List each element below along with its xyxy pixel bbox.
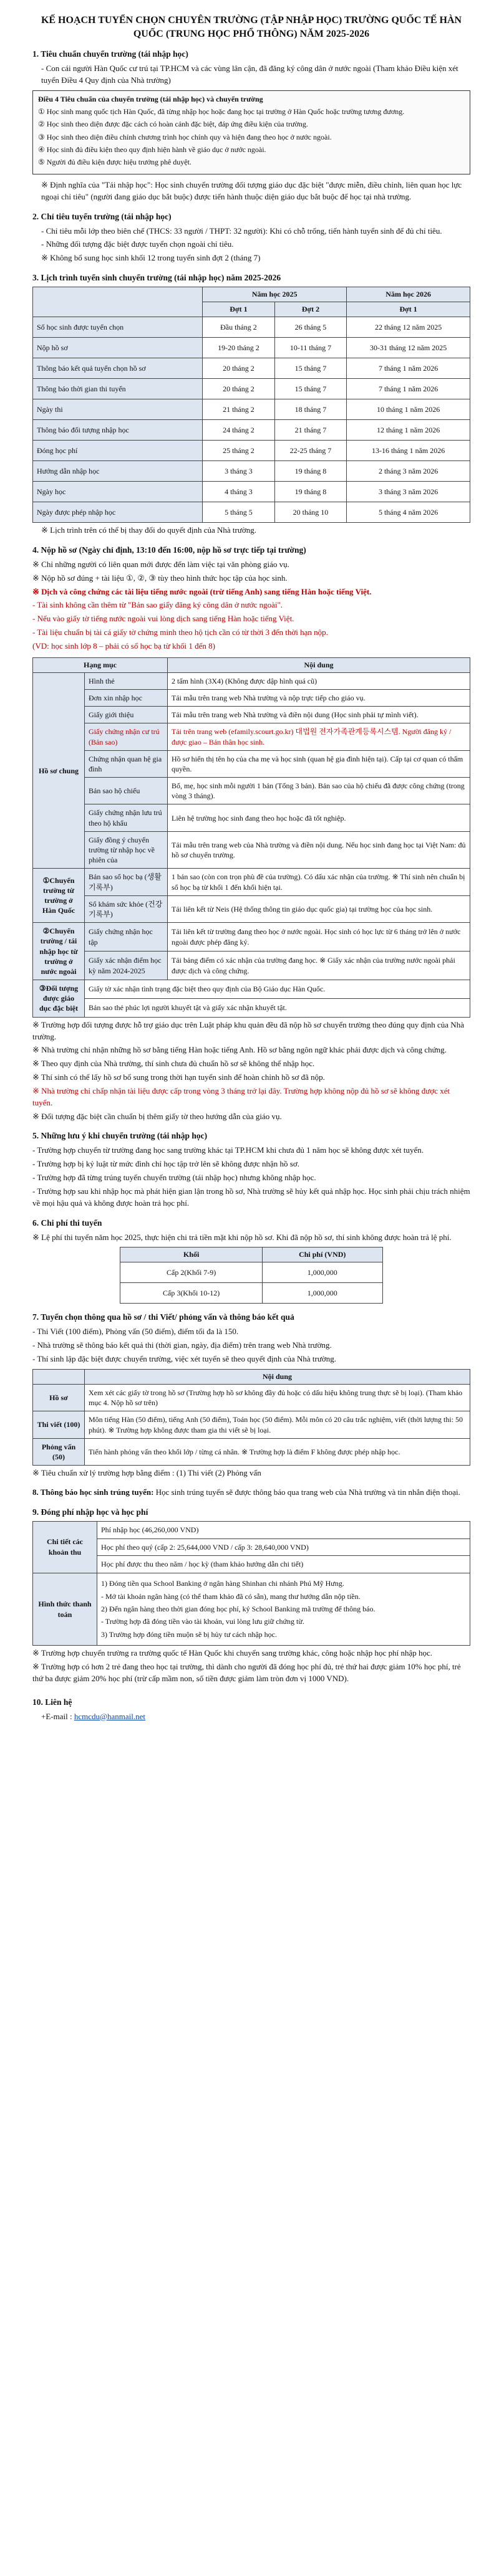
schedule-sub-round1: Đợt 1 [203, 302, 275, 317]
email-link[interactable]: hcmcdu@hanmail.net [74, 1711, 145, 1721]
s6-line: ※ Lệ phí thi tuyển năm học 2025, thực hiện chi trả tiền mặt khi nộp hồ sơ. Khi đã nộp hồ sơ, thí sinh không được hoàn trả lệ phí. [32, 1232, 452, 1242]
section-4-heading: 4. Nộp hồ sơ (Ngày chỉ định, 13:10 đến 16:00, nộp hồ sơ trực tiếp tại trường) [32, 545, 306, 555]
table-row: Hình thức thanh toán 1) Đóng tiền qua School Banking ở ngân hàng Shinhan chi nhánh Phú Mỹ Hưng. - Mở tài khoản ngân hàng (có thể tham khảo đã có sẵn), mang thư hướng dẫn nộp tiền. 2) Đến ngân hàng theo thời gian đóng học phí, ký School Banking mã trường để thông báo. - Trường hợp đã đóng tiền vào tài khoản, vui lòng lưu giữ chứng từ. 3) Trường hợp đóng tiền muộn sẽ bị hủy tư cách nhập học. [33, 1573, 470, 1646]
s1-item: - Con cái người Hàn Quốc cư trú tại TP.HCM và các vùng lân cận, đã đăng ký công dân ở nước ngoài (Tham khảo Điều kiện xét tuyển Điều 4 Quy định của Nhà trường) [41, 64, 458, 85]
s4-line: - Tài liệu chuẩn bị tài cá giấy tờ chứng minh theo hộ tịch cần có từ thời 3 đến thời hạn nộp. [32, 627, 328, 637]
s1-rule: ② Học sinh theo diện được đặc cách có hoàn cảnh đặc biệt, đáp ứng điều kiện của trường. [38, 120, 308, 129]
s5-line: - Trường hợp đã từng trúng tuyển chuyển trường (tái nhập học) nhưng không nhập học. [32, 1173, 316, 1183]
table-row: Học phí theo quý (cấp 2: 25,644,000 VND / cấp 3: 28,640,000 VND) [33, 1538, 470, 1556]
table-row: Chứng nhận quan hệ gia đình Hồ sơ hiển thị tên họ của cha mẹ và học sinh (quan hệ gia đình hiện tại). Cấp tại cơ quan có thẩm quyền. [33, 750, 470, 777]
table-row: Sổ khám sức khỏe (건강기록부) Tải liên kết từ Neis (Hệ thống thông tin giáo dục quốc gia) tại trường học của học sinh. [33, 895, 470, 922]
table-row: Học phí được thu theo năm / học kỳ (tham khảo hướng dẫn chi tiết) [33, 1556, 470, 1573]
table-row: Cấp 3(Khối 10-12) 1,000,000 [120, 1283, 382, 1304]
table-row: Giấy đồng ý chuyển trường từ nhập học về phiên của Tải mẫu trên trang web của Nhà trường và điền nội dung. Nếu học sinh đang học tại Việt Nam: đủ hồ sơ chuyển trường. [33, 831, 470, 869]
table-row: Bản sao hộ chiếu Bố, mẹ, học sinh mỗi người 1 bản (Tổng 3 bản). Bản sao của hộ chiếu đã được công chứng (trong vòng 3 tháng). [33, 778, 470, 804]
table-row: Hồ sơ chung Hình thẻ 2 tấm hình (3X4) (Không được dập hình quá cũ) [33, 672, 470, 689]
s1-rules-box [32, 90, 470, 174]
table-row: Nộp hồ sơ 19-20 tháng 2 10-11 tháng 7 30-31 tháng 12 năm 2025 [33, 338, 470, 358]
table-row: ①Chuyển trường từ trường ở Hàn Quốc Bản sao sổ học bạ (생활기록부) 1 bản sao (còn con trọn phù đề của trường). Có dấu xác nhận của trường. ※ Thí sinh nên chuẩn bị sổ học bạ từ khối 1 đến khối hiện tại. [33, 869, 470, 895]
table-row: Hướng dẫn nhập học 3 tháng 3 19 tháng 8 2 tháng 3 năm 2026 [33, 461, 470, 482]
section-8-heading: 8. Thông báo học sinh trúng tuyển: [32, 1487, 154, 1497]
docs-group-korea: ①Chuyển trường từ trường ở Hàn Quốc [33, 869, 85, 923]
s4-line: (VD: học sinh lớp 8 – phải có sổ học bạ từ khối 1 đến 8) [32, 641, 216, 651]
docs-col-category: Hạng mục [33, 657, 168, 672]
email-label: +E-mail : [41, 1711, 74, 1721]
table-row: Bản sao thẻ phúc lợi người khuyết tật và giấy xác nhận khuyết tật. [33, 998, 470, 1017]
section-9-heading: 9. Đóng phí nhập học và học phí [32, 1507, 148, 1517]
table-row: Thông báo kết quả tuyển chọn hồ sơ 20 tháng 2 15 tháng 7 7 tháng 1 năm 2026 [33, 358, 470, 379]
section-8 [32, 1487, 470, 1499]
s1-rules-title: Điều 4 Tiêu chuẩn của chuyển trường (tái nhập học) và chuyển trường [38, 94, 263, 103]
table-row: Giấy chứng nhận lưu trú theo hộ khẩu Liên hệ trường học sinh đang theo học hoặc đã tốt nghiệp. [33, 804, 470, 831]
s1-rule: ⑤ Người đủ điều kiện được hiệu trưởng phê duyệt. [38, 158, 191, 167]
s1-rule: ① Học sinh mang quốc tịch Hàn Quốc, đã từng nhập học hoặc đang học tại trường ở Hàn Quốc hoặc trường tương đương. [38, 107, 405, 116]
schedule-corner [33, 287, 203, 317]
contact-line [32, 1711, 470, 1723]
table-row: Ngày học 4 tháng 3 19 tháng 8 3 tháng 3 năm 2026 [33, 482, 470, 502]
section-3-heading: 3. Lịch trình tuyển sinh chuyển trường (tái nhập học) năm 2025-2026 [32, 273, 281, 283]
docs-group-abroad: ②Chuyển trường / tái nhập học từ trường ở nước ngoài [33, 923, 85, 980]
schedule-col-2025: Năm học 2025 [203, 287, 347, 302]
schedule-sub-round1-2026: Đợt 1 [347, 302, 470, 317]
table-row: Hồ sơ Xem xét các giấy tờ trong hồ sơ (Trường hợp hồ sơ không đầy đủ hoặc có dấu hiệu không trung thực sẽ bị loại). (Tham khảo mục 4. Nộp hồ sơ trên) [33, 1385, 470, 1411]
schedule-sub-round2: Đợt 2 [274, 302, 347, 317]
docs-group-common: Hồ sơ chung [33, 672, 85, 869]
table-row: Chi tiết các khoản thu Phí nhập học (46,260,000 VND) [33, 1521, 470, 1538]
s2-item: ※ Không bổ sung học sinh khối 12 trong tuyển sinh đợt 2 (tháng 7) [41, 253, 261, 263]
s7-line: - Thí sinh lập đặc biệt được chuyển trường, việc xét tuyển sẽ theo quyết định của Nhà trường. [32, 1354, 337, 1364]
table-row: Ngày được phép nhập học 5 tháng 5 20 tháng 10 5 tháng 4 năm 2026 [33, 502, 470, 523]
s4-after: ※ Trường hợp đối tượng được hỗ trợ giáo dục trên Luật pháp khu quản đều đã nộp hồ sơ chuyển trường theo đúng quy định của Nhà trường. [32, 1019, 464, 1041]
table-row: Giấy xác nhận điểm học kỳ năm 2024-2025 Tải bảng điểm có xác nhận của trường đang học. ※ Giấy xác nhận của trường nước ngoài phải được dịch và công chứng. [33, 952, 470, 980]
s4-line: ※ Chỉ những người có liên quan mới được đến làm việc tại văn phòng giáo vụ. [32, 559, 289, 569]
s4-line: ※ Dịch và công chứng các tài liệu tiếng nước ngoài (trừ tiếng Anh) sang tiếng Hàn hoặc tiếng Việt. [32, 586, 372, 596]
table-row: Thông báo đối tượng nhập học 24 tháng 2 21 tháng 7 12 tháng 1 năm 2026 [33, 420, 470, 441]
s9-after: ※ Trường hợp có hơn 2 trẻ đang theo học tại trường, thì dành cho người đã đóng học phí đủ, trẻ thứ hai được giảm 10% học phí, trẻ thứ ba được giảm 20% học phí (trừ cấp mầm non, số tiền được giảm làm tròn đơn vị 1000 VND). [32, 1662, 461, 1683]
s5-line: - Trường hợp sau khi nhập học mà phát hiện gian lận trong hồ sơ, Nhà trường sẽ hủy kết quả nhập học. Học sinh phải chịu trách nhiệm về mọi hậu quả và không được hoàn trả học phí. [32, 1186, 470, 1208]
table-row: Giấy giới thiệu Tải mẫu trên trang web Nhà trường và điền nội dung (Học sinh phải tự mình viết). [33, 707, 470, 723]
table-row: Cấp 2(Khối 7-9) 1,000,000 [120, 1262, 382, 1283]
s9-after: ※ Trường hợp chuyển trường ra trường quốc tế Hàn Quốc khi chuyển sang trường khác, công hoặc nhập học phí nhập học. [32, 1648, 432, 1658]
fee-table: Khối Chi phí (VND) Cấp 2(Khối 7-9) 1,000,000 Cấp 3(Khối 10-12) 1,000,000 [120, 1247, 382, 1304]
s2-item: - Những đối tượng đặc biệt được tuyển chọn ngoài chỉ tiêu. [41, 239, 234, 249]
table-row: Giấy chứng nhận cư trú (Bản sao) Tải trên trang web (efamily.scourt.go.kr) 대법원 전자가족관계등록시스템. Người đăng ký / được giao – Bản thân học sinh. [33, 723, 470, 750]
s1-rule: ③ Học sinh theo diện điều chỉnh chương trình học chính quy và hiện đang theo học ở nước ngoài. [38, 132, 332, 141]
s2-item: - Chỉ tiêu mỗi lớp theo biên chế (THCS: 33 người / THPT: 32 người): Khi có chỗ trống, tiến hành tuyển sinh để đủ chỉ tiêu. [41, 226, 442, 236]
s1-definition: ※ Định nghĩa của "Tái nhập học": Học sinh chuyển trường đối tượng giáo dục đặc biệt "được miễn, điều chỉnh, liên quan học lực ngoại chỉ tiêu" (người đang giáo dục bắt buộc) được tiến hành thuộc diện giáo dục bắt buộc để học tại nhà trường. [41, 179, 462, 201]
s4-after: ※ Thí sinh có thể lấy hồ sơ bổ sung trong thời hạn tuyển sinh để hoàn chỉnh hồ sơ đã nộp. [32, 1072, 325, 1082]
s7-note: ※ Tiêu chuẩn xử lý trường hợp bằng điểm : (1) Thi viết (2) Phỏng vấn [32, 1468, 261, 1478]
payment-table [32, 1521, 470, 1646]
s5-line: - Trường hợp chuyển từ trường đang học sang trường khác tại TP.HCM khi chưa đủ 1 năm học sẽ không được xét tuyển. [32, 1145, 424, 1155]
s4-after: ※ Theo quy định của Nhà trường, thí sinh chưa đủ chuẩn hồ sơ sẽ không thể nhập học. [32, 1059, 315, 1069]
document-title: KẾ HOẠCH TUYỂN CHỌN CHUYÊN TRƯỜNG (TẬP NHẬP HỌC) TRƯỜNG QUỐC TẾ HÀN QUỐC (TRUNG HỌC PHỔ THÔNG) NĂM 2025-2026 [41, 15, 462, 39]
table-row: Đơn xin nhập học Tải mẫu trên trang web Nhà trường và nộp trực tiếp cho giáo vụ. [33, 689, 470, 706]
s5-line: - Trường hợp bị kỷ luật từ mức đình chỉ học tập trở lên sẽ không được nhận hồ sơ. [32, 1159, 299, 1169]
s4-line: ※ Nộp hồ sơ đúng + tài liệu ①, ②, ③ tùy theo hình thức học tập của học sinh. [32, 573, 288, 583]
section-10-heading: 10. Liên hệ [32, 1697, 72, 1707]
schedule-table [32, 287, 470, 523]
section-6-heading: 6. Chi phí thi tuyển [32, 1218, 102, 1228]
docs-col-content: Nội dung [168, 657, 470, 672]
s3-note: ※ Lịch trình trên có thể bị thay đổi do quyết định của Nhà trường. [41, 525, 257, 535]
s4-line: - Nếu vào giấy tờ tiếng nước ngoài vui lòng dịch sang tiếng Hàn hoặc tiếng Việt. [32, 614, 294, 624]
schedule-col-2026: Năm học 2026 [347, 287, 470, 302]
documents-table [32, 657, 470, 1018]
section-7-heading: 7. Tuyển chọn thông qua hồ sơ / thi Viết/ phỏng vấn và thông báo kết quả [32, 1312, 294, 1322]
s1-rule: ④ Học sinh đủ điều kiện theo quy định hiện hành về giáo dục ở nước ngoài. [38, 145, 266, 155]
section-8-text: Học sinh trúng tuyển sẽ được thông báo qua trang web của Nhà trường và tin nhắn điện thoại. [155, 1487, 460, 1497]
table-row: Số học sinh được tuyển chọn Đầu tháng 2 26 tháng 5 22 tháng 12 năm 2025 [33, 317, 470, 338]
table-row: ③Đối tượng được giáo dục đặc biệt Giấy tờ xác nhận tình trạng đặc biệt theo quy định của Bộ Giáo dục Hàn Quốc. [33, 980, 470, 999]
s4-after: ※ Đối tượng đặc biệt cần chuẩn bị thêm giấy tờ theo hướng dẫn của giáo vụ. [32, 1111, 282, 1121]
docs-group-special: ③Đối tượng được giáo dục đặc biệt [33, 980, 85, 1018]
table-row: Thi viết (100) Môn tiếng Hàn (50 điểm), tiếng Anh (50 điểm), Toán học (50 điểm). Mỗi môn có 20 câu trắc nghiệm, viết (thời lượng thi: 50 phút). ※ Trường hợp không được tham gia thi viết sẽ bị loại. [33, 1411, 470, 1438]
table-row: ②Chuyển trường / tái nhập học từ trường ở nước ngoài Giấy chứng nhận học tập Tải liên kết từ trường đang theo học ở nước ngoài. Học sinh có học lực từ 6 tháng trở lên ở nước ngoài được phép đăng ký. [33, 923, 470, 952]
table-row: Đóng học phí 25 tháng 2 22-25 tháng 7 13-16 tháng 1 năm 2026 [33, 441, 470, 461]
section-2-heading: 2. Chỉ tiêu tuyển trường (tái nhập học) [32, 211, 172, 221]
s4-after: ※ Nhà trường chỉ nhận những hồ sơ bằng tiếng Hàn hoặc tiếng Anh. Hồ sơ bằng ngôn ngữ khác phải được dịch và công chứng. [32, 1045, 447, 1055]
section-1-heading: 1. Tiêu chuẩn chuyển trường (tái nhập học) [32, 49, 188, 59]
section-5-heading: 5. Những lưu ý khi chuyển trường (tái nhập học) [32, 1131, 208, 1141]
s7-line: - Nhà trường sẽ thông báo kết quả thi (thời gian, ngày, địa điểm) trên trang web Nhà trường. [32, 1340, 332, 1350]
table-row: Ngày thi 21 tháng 2 18 tháng 7 10 tháng 1 năm 2026 [33, 399, 470, 420]
table-row: Phỏng vấn (50) Tiến hành phỏng vấn theo khối lớp / từng cá nhân. ※ Trường hợp là điểm F không được phép nhập học. [33, 1438, 470, 1465]
s4-line: - Tài sinh không cần thêm từ "Bản sao giấy đăng ký công dân ở nước ngoài". [32, 600, 283, 610]
s4-after: ※ Nhà trường chỉ chấp nhận tài liệu được cấp trong vòng 3 tháng trở lại đây. Trường hợp không nộp đủ hồ sơ sẽ không được xét tuyển. [32, 1085, 450, 1107]
s7-line: - Thi Viết (100 điểm), Phỏng vấn (50 điểm), điểm tối đa là 150. [32, 1327, 239, 1337]
table-row: Thông báo thời gian thi tuyển 20 tháng 2 15 tháng 7 7 tháng 1 năm 2026 [33, 379, 470, 399]
exam-table: Nội dung Hồ sơ Xem xét các giấy tờ trong hồ sơ (Trường hợp hồ sơ không đầy đủ hoặc có dấu hiệu không trung thực sẽ bị loại). (Tham khảo mục 4. Nộp hồ sơ trên) Thi viết (100) Môn tiếng Hàn (50 điểm), tiếng Anh (50 điểm), Toán học (50 điểm). Mỗi môn có 20 câu trắc nghiệm, viết (thời lượng thi: 50 phút). ※ Trường hợp không được tham gia thi viết sẽ bị loại. Phỏng vấn (50) Tiến hành phỏng vấn theo khối lớp / từng cá nhân. ※ Trường hợp là điểm F không được phép nhập học. [32, 1369, 470, 1466]
